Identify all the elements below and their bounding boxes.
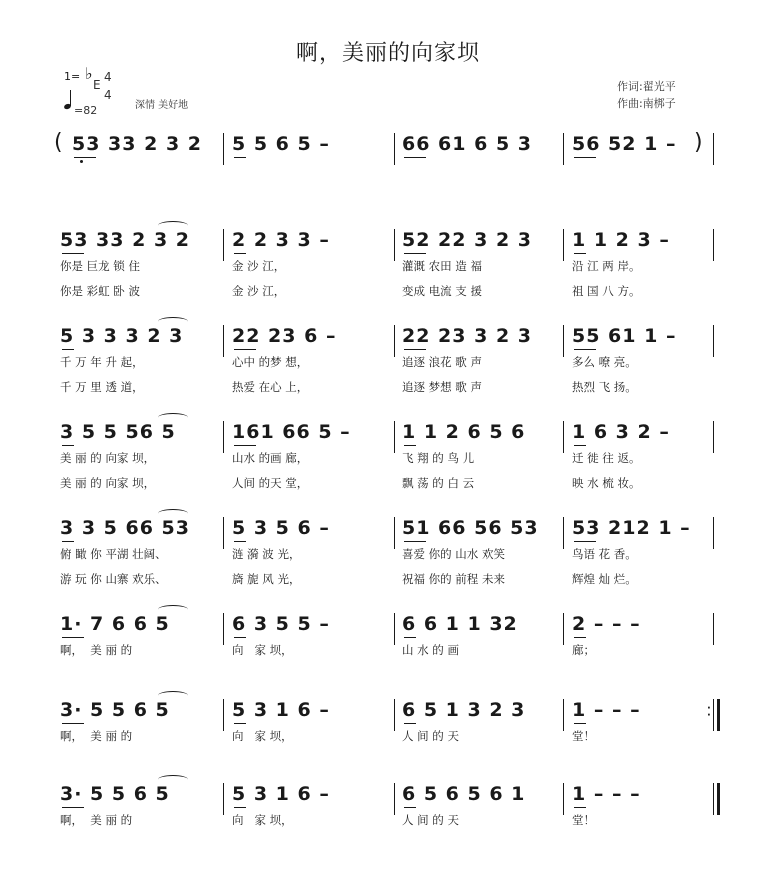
lyric-line-2: 变成 电流 支 援	[402, 284, 482, 298]
beam-underline	[574, 253, 586, 254]
key-letter: E	[93, 78, 101, 92]
barline	[223, 421, 224, 453]
beam-underline	[404, 637, 416, 638]
beam-underline	[62, 807, 84, 808]
lyric-line-2: 千 万 里 透 道，	[60, 380, 144, 394]
barline	[394, 517, 395, 549]
lyric-line-2: 映 水 梳 妆。	[572, 476, 641, 490]
slur-arc	[158, 509, 188, 518]
lyric-line-2: 热爱 在心 上，	[232, 380, 309, 394]
lyric-line-1: 鸟语 花 香。	[572, 547, 637, 561]
barline	[223, 325, 224, 357]
beam-underline	[574, 807, 586, 808]
barline	[223, 613, 224, 645]
lyric-line-2: 祝福 你的 前程 未来	[402, 572, 505, 586]
measure-notes: 5 5 6 5 –	[232, 133, 330, 155]
beam-underline	[404, 157, 426, 158]
lyric-line-1: 喜爱 你的 山水 欢笑	[402, 547, 505, 561]
barline	[223, 517, 224, 549]
repeat-dots: · ·	[707, 703, 711, 721]
beam-underline	[234, 637, 246, 638]
lyric-line-1: 堂！	[572, 813, 595, 827]
barline	[394, 325, 395, 357]
beam-underline	[574, 637, 586, 638]
barline	[563, 613, 564, 645]
lyric-line-1: 俯 瞰 你 平湖 壮阔、	[60, 547, 167, 561]
barline	[223, 699, 224, 731]
barline	[713, 133, 714, 165]
measure-notes: 22 23 6 –	[232, 325, 337, 347]
measure-notes: 2 2 3 3 –	[232, 229, 330, 251]
beam-underline	[62, 445, 74, 446]
measure-notes: 6 3 5 5 –	[232, 613, 330, 635]
barline	[713, 517, 714, 549]
barline	[563, 133, 564, 165]
slur-arc	[158, 413, 188, 422]
time-signature-top: 4	[104, 70, 112, 84]
barline	[394, 613, 395, 645]
repeat-end-barline	[713, 699, 720, 731]
lyric-line-2: 追逐 梦想 歌 声	[402, 380, 482, 394]
lyric-line-2: 游 玩 你 山寨 欢乐、	[60, 572, 167, 586]
slur-arc	[158, 691, 188, 700]
barline	[713, 613, 714, 645]
lyric-line-2: 飘 荡 的 白 云	[402, 476, 475, 490]
measure-notes: 1 – – –	[572, 783, 641, 805]
lyric-line-1: 多么 嘹 亮。	[572, 355, 637, 369]
lyric-line-1: 灌溉 农田 造 福	[402, 259, 482, 273]
beam-underline	[62, 541, 74, 542]
barline	[713, 229, 714, 261]
quarter-note-icon	[63, 103, 71, 110]
lyric-line-1: 山 水 的 画	[402, 643, 459, 657]
lyric-line-2: 你是 彩虹 卧 波	[60, 284, 140, 298]
beam-underline	[404, 349, 426, 350]
beam-underline	[574, 541, 596, 542]
barline	[563, 783, 564, 815]
beam-underline	[404, 541, 426, 542]
measure-notes: 2 – – –	[572, 613, 641, 635]
lyric-line-1: 追逐 浪花 歌 声	[402, 355, 482, 369]
final-barline	[713, 783, 720, 815]
beam-underline	[404, 723, 416, 724]
octave-dot	[80, 160, 83, 163]
tempo: =82	[74, 104, 98, 117]
barline	[563, 325, 564, 357]
lyric-line-1: 向 家 坝，	[232, 813, 293, 827]
beam-underline	[234, 541, 246, 542]
expression-mark: 深情 美好地	[135, 100, 189, 111]
key-prefix: 1=	[64, 70, 81, 83]
lyric-line-1: 啊， 美 丽 的	[60, 729, 133, 743]
beam-underline	[574, 157, 596, 158]
lyric-line-1: 金 沙 江，	[232, 259, 286, 273]
lyric-line-1: 向 家 坝，	[232, 729, 293, 743]
slur-arc	[158, 221, 188, 230]
barline	[563, 699, 564, 731]
barline	[563, 229, 564, 261]
barline	[394, 229, 395, 261]
measure-notes: 56 52 1 –	[572, 133, 677, 155]
measure-notes: 3 5 5 56 5	[60, 421, 176, 443]
flat-sign: ♭	[85, 64, 93, 83]
beam-underline	[574, 445, 586, 446]
measure-notes: 5 3 1 6 –	[232, 699, 330, 721]
measure-notes: 52 22 3 2 3	[402, 229, 533, 251]
lyric-line-1: 涟 漪 波 光，	[232, 547, 301, 561]
measure-notes: 5 3 5 6 –	[232, 517, 330, 539]
measure-notes: 3· 5 5 6 5	[60, 783, 170, 805]
time-signature-bottom: 4	[104, 88, 112, 102]
slur-arc	[158, 317, 188, 326]
lyric-line-1: 啊， 美 丽 的	[60, 643, 133, 657]
lyric-line-2: 祖 国 八 方。	[572, 284, 641, 298]
beam-underline	[234, 807, 246, 808]
measure-notes: 55 61 1 –	[572, 325, 677, 347]
slur-arc	[158, 605, 188, 614]
open-parenthesis: (	[54, 130, 63, 155]
measure-notes: 1 6 3 2 –	[572, 421, 670, 443]
lyric-line-1: 啊， 美 丽 的	[60, 813, 133, 827]
beam-underline	[62, 637, 84, 638]
measure-notes: 3· 5 5 6 5	[60, 699, 170, 721]
barline	[394, 699, 395, 731]
slur-arc	[158, 775, 188, 784]
beam-underline	[234, 445, 256, 446]
lyric-line-1: 人 间 的 天	[402, 813, 459, 827]
beam-underline	[234, 723, 246, 724]
measure-notes: 1· 7 6 6 5	[60, 613, 170, 635]
measure-notes: 53 33 2 3 2	[60, 229, 191, 251]
measure-notes: 22 23 3 2 3	[402, 325, 533, 347]
measure-notes: 1 1 2 6 5 6	[402, 421, 526, 443]
beam-underline	[234, 349, 256, 350]
lyric-line-1: 美 丽 的 向家 坝，	[60, 451, 156, 465]
lyric-line-1: 向 家 坝，	[232, 643, 293, 657]
lyric-line-1: 心中 的梦 想，	[232, 355, 309, 369]
beam-underline	[62, 253, 84, 254]
lyric-line-1: 千 万 年 升 起，	[60, 355, 144, 369]
measure-notes: 1 – – –	[572, 699, 641, 721]
barline	[223, 229, 224, 261]
lyric-line-1: 你是 巨龙 锁 住	[60, 259, 140, 273]
barline	[713, 421, 714, 453]
lyric-line-2: 辉煌 灿 烂。	[572, 572, 637, 586]
beam-underline	[234, 253, 246, 254]
measure-notes: 6 5 1 3 2 3	[402, 699, 526, 721]
measure-notes: 161 66 5 –	[232, 421, 351, 443]
barline	[394, 133, 395, 165]
lyric-line-2: 人间 的天 堂，	[232, 476, 309, 490]
close-parenthesis: )	[694, 130, 703, 155]
measure-notes: 53 212 1 –	[572, 517, 691, 539]
beam-underline	[234, 157, 246, 158]
song-title: 啊，美丽的向家坝	[295, 41, 480, 66]
measure-notes: 66 61 6 5 3	[402, 133, 533, 155]
credits	[617, 78, 676, 112]
lyric-line-1: 迁 徙 往 返。	[572, 451, 641, 465]
lyricist: 作词:翟光平	[617, 80, 676, 93]
lyric-line-1: 堂！	[572, 729, 595, 743]
barline	[223, 783, 224, 815]
beam-underline	[62, 349, 74, 350]
lyric-line-1: 沿 江 两 岸。	[572, 259, 641, 273]
barline	[223, 133, 224, 165]
barline	[394, 783, 395, 815]
barline	[563, 421, 564, 453]
lyric-line-1: 飞 翔 的 鸟 儿	[402, 451, 475, 465]
beam-underline	[574, 349, 596, 350]
measure-notes: 6 6 1 1 32	[402, 613, 518, 635]
lyric-line-2: 旖 旎 风 光，	[232, 572, 301, 586]
beam-underline	[404, 445, 416, 446]
measure-notes: 3 3 5 66 53	[60, 517, 191, 539]
beam-underline	[404, 807, 416, 808]
barline	[563, 517, 564, 549]
lyric-line-1: 人 间 的 天	[402, 729, 459, 743]
barline	[713, 325, 714, 357]
beam-underline	[74, 157, 96, 158]
barline	[394, 421, 395, 453]
measure-notes: 51 66 56 53	[402, 517, 539, 539]
composer: 作曲:南梆子	[617, 97, 676, 110]
measure-notes: 6 5 6 5 6 1	[402, 783, 526, 805]
measure-notes: 53 33 2 3 2	[72, 133, 203, 155]
lyric-line-1: 廊；	[572, 643, 595, 657]
measure-notes: 5 3 1 6 –	[232, 783, 330, 805]
beam-underline	[574, 723, 586, 724]
beam-underline	[404, 253, 426, 254]
lyric-line-2: 美 丽 的 向家 坝，	[60, 476, 156, 490]
lyric-line-1: 山水 的画 廊，	[232, 451, 309, 465]
beam-underline	[62, 723, 84, 724]
measure-notes: 1 1 2 3 –	[572, 229, 670, 251]
measure-notes: 5 3 3 3 2 3	[60, 325, 184, 347]
lyric-line-2: 金 沙 江，	[232, 284, 286, 298]
lyric-line-2: 热烈 飞 扬。	[572, 380, 637, 394]
